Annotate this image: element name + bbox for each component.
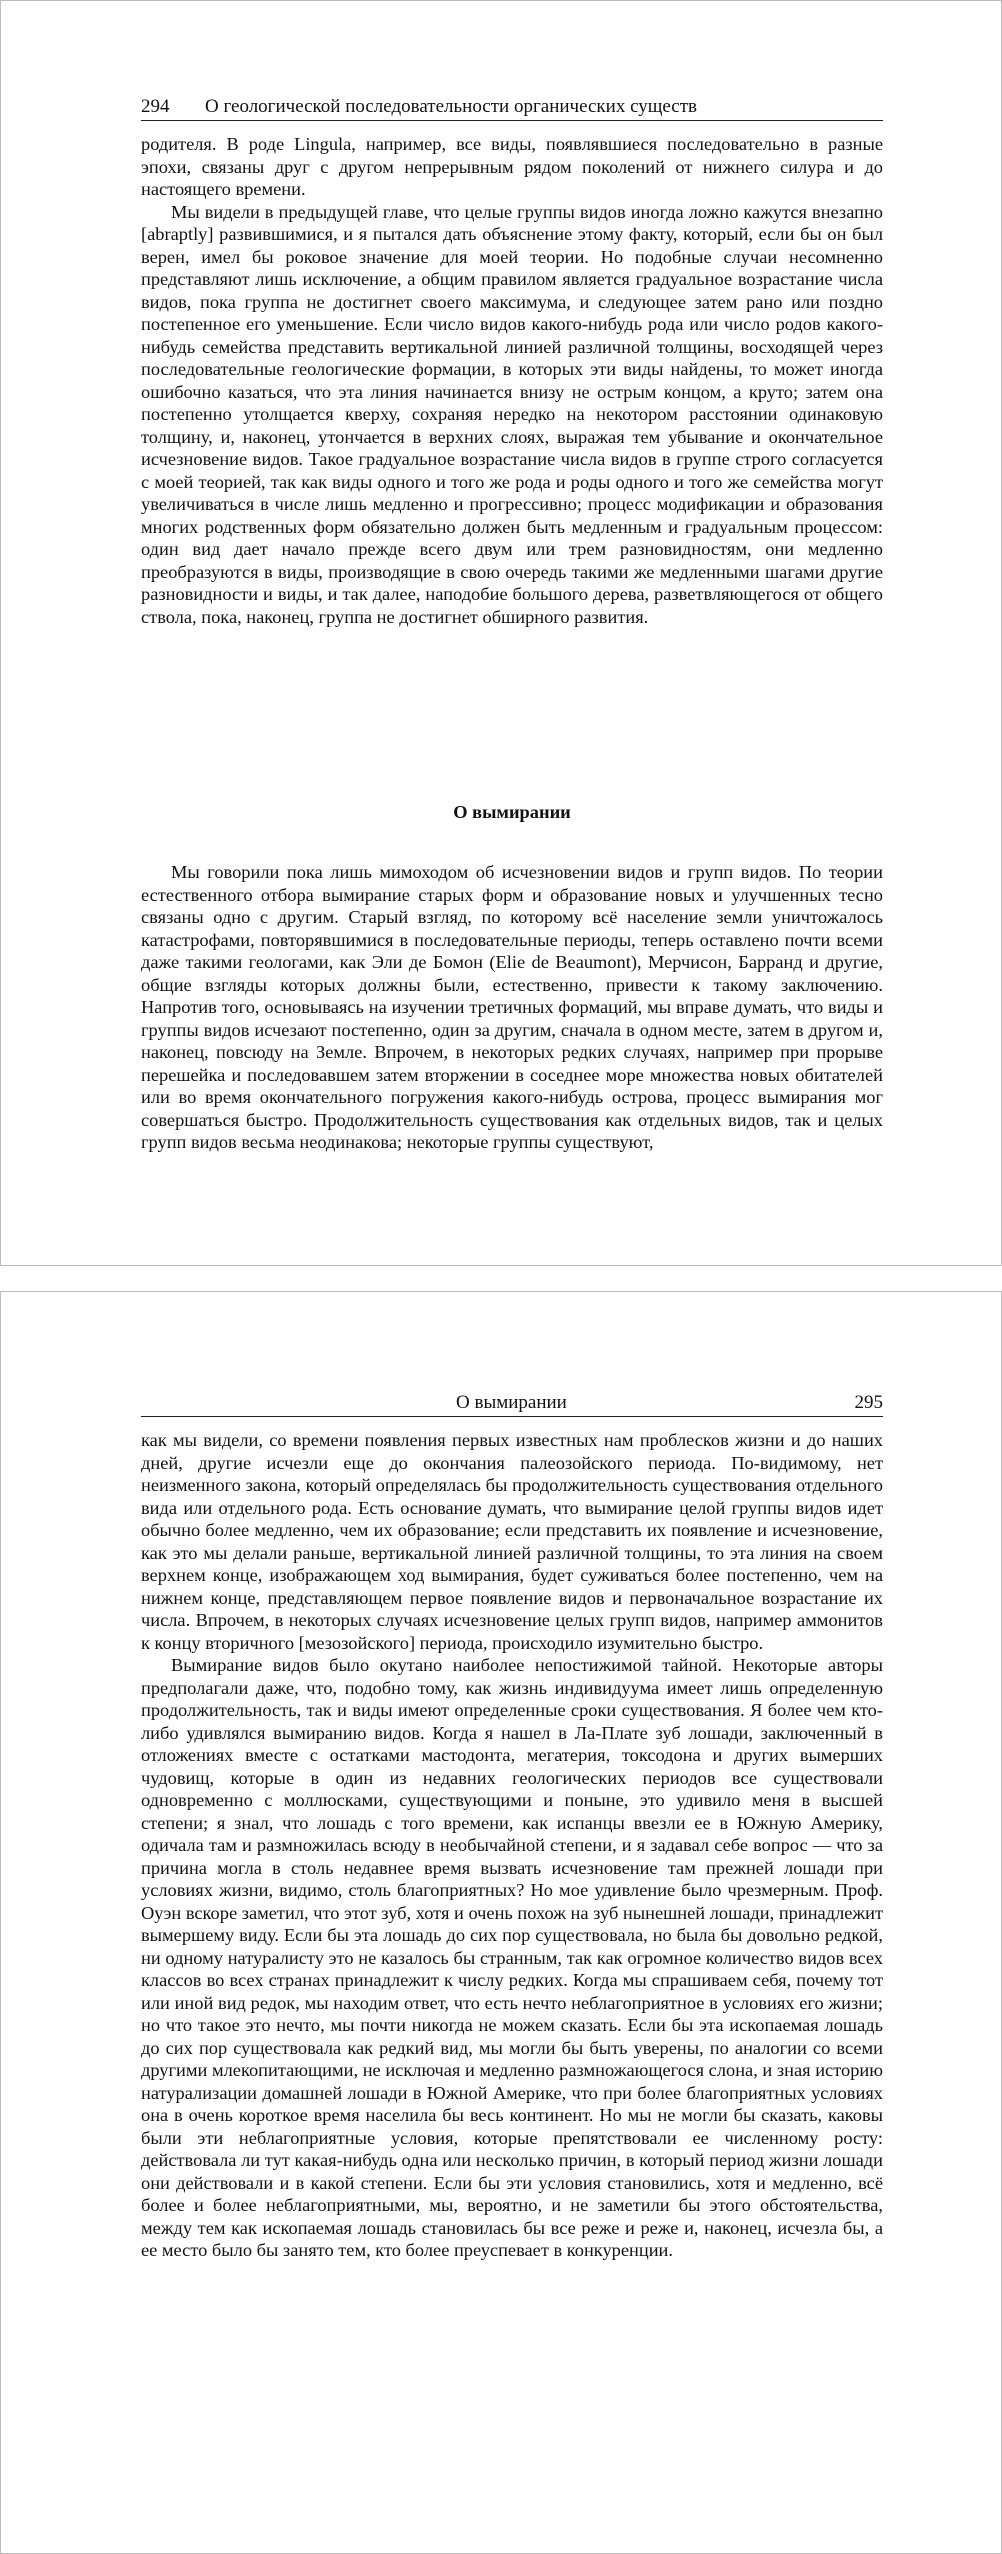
paragraph: Мы видели в предыдущей главе, что целые группы видов иногда ложно кажутся внезапно [abraptly] развившимися, и я пытался дать объяснение этому факту, который, если бы он был верен, имел бы роковое значение для моей теории. Но подобные случаи несомненно представляют лишь исключение, а общим правилом является градуальное возрастание числа видов, пока группа не достигнет своего максимума, и следующее затем рано или поздно постепенное его уменьшение. Если число видов какого-нибудь рода или число родов какого-нибудь семейства представить вертикальной линией различной толщины, восходящей через последовательные геологические формации, в которых эти виды найдены, то может иногда ошибочно казаться, что эта линия начинается внизу не острым концом, а круто; затем она постепенно утолщается кверху, сохраняя нередко на некотором расстоянии одинаковую толщину, и, наконец, утончается в верхних слоях, выражая тем убывание и окончательное исчезновение видов. Такое градуальное возрастание числа видов в группе строго согласуется с моей теорией, так как виды одного и того же рода и роды одного и того же семейства могут увеличиваться в числе лишь медленно и прогрессивно; процесс модификации и образования многих родственных форм обязательно должен быть медленным и градуальным процессом: один вид дает начало прежде всего двум или трем разновидностям, они медленно преобразуются в виды, производящие в свою очередь такими же медленными шагами другие разновидности и виды, и так далее, наподобие большого дерева, разветвляющегося от общего ствола, пока, наконец, группа не достигнет обширного развития.: [141, 201, 883, 627]
body-text: [141, 1429, 883, 2262]
paragraph: Вымирание видов было окутано наиболее непостижимой тайной. Некоторые авторы предполагали даже, что, подобно тому, как жизнь индивидуума имеет лишь определенную продолжительность, так и виды имеют определенные сроки существования. Я более чем кто-либо удивлялся вымиранию видов. Когда я нашел в Ла-Плате зуб лошади, заключенный в отложениях вместе с остатками мастодонта, мегатерия, токсодона и других вымерших чудовищ, которые в один из недавних геологических периодов все существовали одновременно с моллюсками, существующими и поныне, это удивило меня в высшей степени; я знал, что лошадь с того времени, как испанцы ввезли ее в Южную Америку, одичала там и размножилась всюду в необычайной степени, и я задавал себе вопрос — что за причина могла в столь недавнее время вызвать исчезновение там прежней лошади при условиях жизни, видимо, столь благоприятных? Но мое удивление было чрезмерным. Проф. Оуэн вскоре заметил, что этот зуб, хотя и очень похож на зуб нынешней лошади, принадлежит вымершему виду. Если бы эта лошадь до сих пор существовала, но была бы довольно редкой, ни одному натуралисту это не казалось бы странным, так как огромное количество видов всех классов во всех странах принадлежит к числу редких. Когда мы спрашиваем себя, почему тот или иной вид редок, мы находим ответ, что есть нечто неблагоприятное в условиях его жизни; но что такое это нечто, мы почти никогда не можем сказать. Если бы эта ископаемая лошадь до сих пор существовала как редкий вид, мы могли бы быть уверены, по аналогии со всеми другими млекопитающими, не исключая и медленно размножающегося слона, и зная историю натурализации домашней лошади в Южной Америке, что при более благоприятных условиях она в очень короткое время населила бы весь континент. Но мы не могли бы сказать, каковы были эти неблагоприятные условия, которые препятствовали ее численному росту: действовала ли тут какая-нибудь одна или несколько причин, в который период жизни лошади они действовали и в какой степени. Если бы эти условия становились, хотя и медленно, всё более и более неблагоприятными, мы, вероятно, и не заметили бы этого обстоятельства, между тем как ископаемая лошадь становилась бы все реже и реже и, наконец, исчезла бы, а ее место было бы занято тем, кто более преуспевает в конкуренции.: [141, 1655, 883, 2260]
section-body-text: [141, 861, 883, 1154]
right-page: [0, 1292, 1002, 2554]
body-text: [141, 133, 883, 628]
page-gap: [0, 1265, 1002, 1292]
page-header: [141, 96, 883, 121]
running-title: О вымирании: [456, 1392, 567, 1413]
page-number: 294: [141, 96, 170, 117]
page-number: 295: [854, 1392, 883, 1413]
section-heading: О вымирании: [453, 802, 571, 822]
left-page: [0, 0, 1002, 1265]
page-header: [141, 1392, 883, 1417]
paragraph: Мы говорили пока лишь мимоходом об исчезновении видов и групп видов. По теории естественного отбора вымирание старых форм и образование новых и улучшенных тесно связаны одно с другим. Старый взгляд, по которому всё население земли уничтожалось катастрофами, повторявшимися в последовательные периоды, теперь оставлено почти всеми даже такими геологами, как Эли де Бомон (Elie de Beaumont), Мерчисон, Барранд и другие, общие взгляды которых должны были, естественно, привести к такому заключению. Напротив того, основываясь на изучении третичных формаций, мы вправе думать, что виды и группы видов исчезают постепенно, один за другим, сначала в одном месте, затем в другом и, наконец, повсюду на Земле. Впрочем, в некоторых редких случаях, например при прорыве перешейка и последовавшем затем вторжении в соседнее море множества новых обитателей или во время окончательного погружения какого-нибудь острова, процесс вымирания мог совершаться быстро. Продолжительность существования как отдельных видов, так и целых групп видов весьма неодинакова; некоторые группы существуют,: [141, 862, 883, 1152]
paragraph: родителя. В роде Lingula, например, все виды, появлявшиеся последовательно в разные эпохи, связаны друг с другом непрерывным рядом поколений от нижнего силура и до настоящего времени.: [141, 134, 883, 199]
paragraph: как мы видели, со времени появления первых известных нам проблесков жизни и до наших дней, другие исчезли еще до окончания палеозойского периода. По-видимому, нет неизменного закона, который определялась бы продолжительность существования отдельного вида или отдельного рода. Есть основание думать, что вымирание целой группы видов идет обычно более медленно, чем их образование; если представить их появление и исчезновение, как это мы делали раньше, вертикальной линией различной толщины, то эта линия на своем верхнем конце, изображающем ход вымирания, будет суживаться более постепенно, чем на нижнем конце, представляющем первое появление видов и первоначальное возрастание их числа. Впрочем, в некоторых случаях исчезновение целых групп видов, например аммонитов к концу вторичного [мезозойского] периода, происходило изумительно быстро.: [141, 1430, 883, 1653]
running-title: О геологической последовательности органических существ: [205, 96, 697, 117]
